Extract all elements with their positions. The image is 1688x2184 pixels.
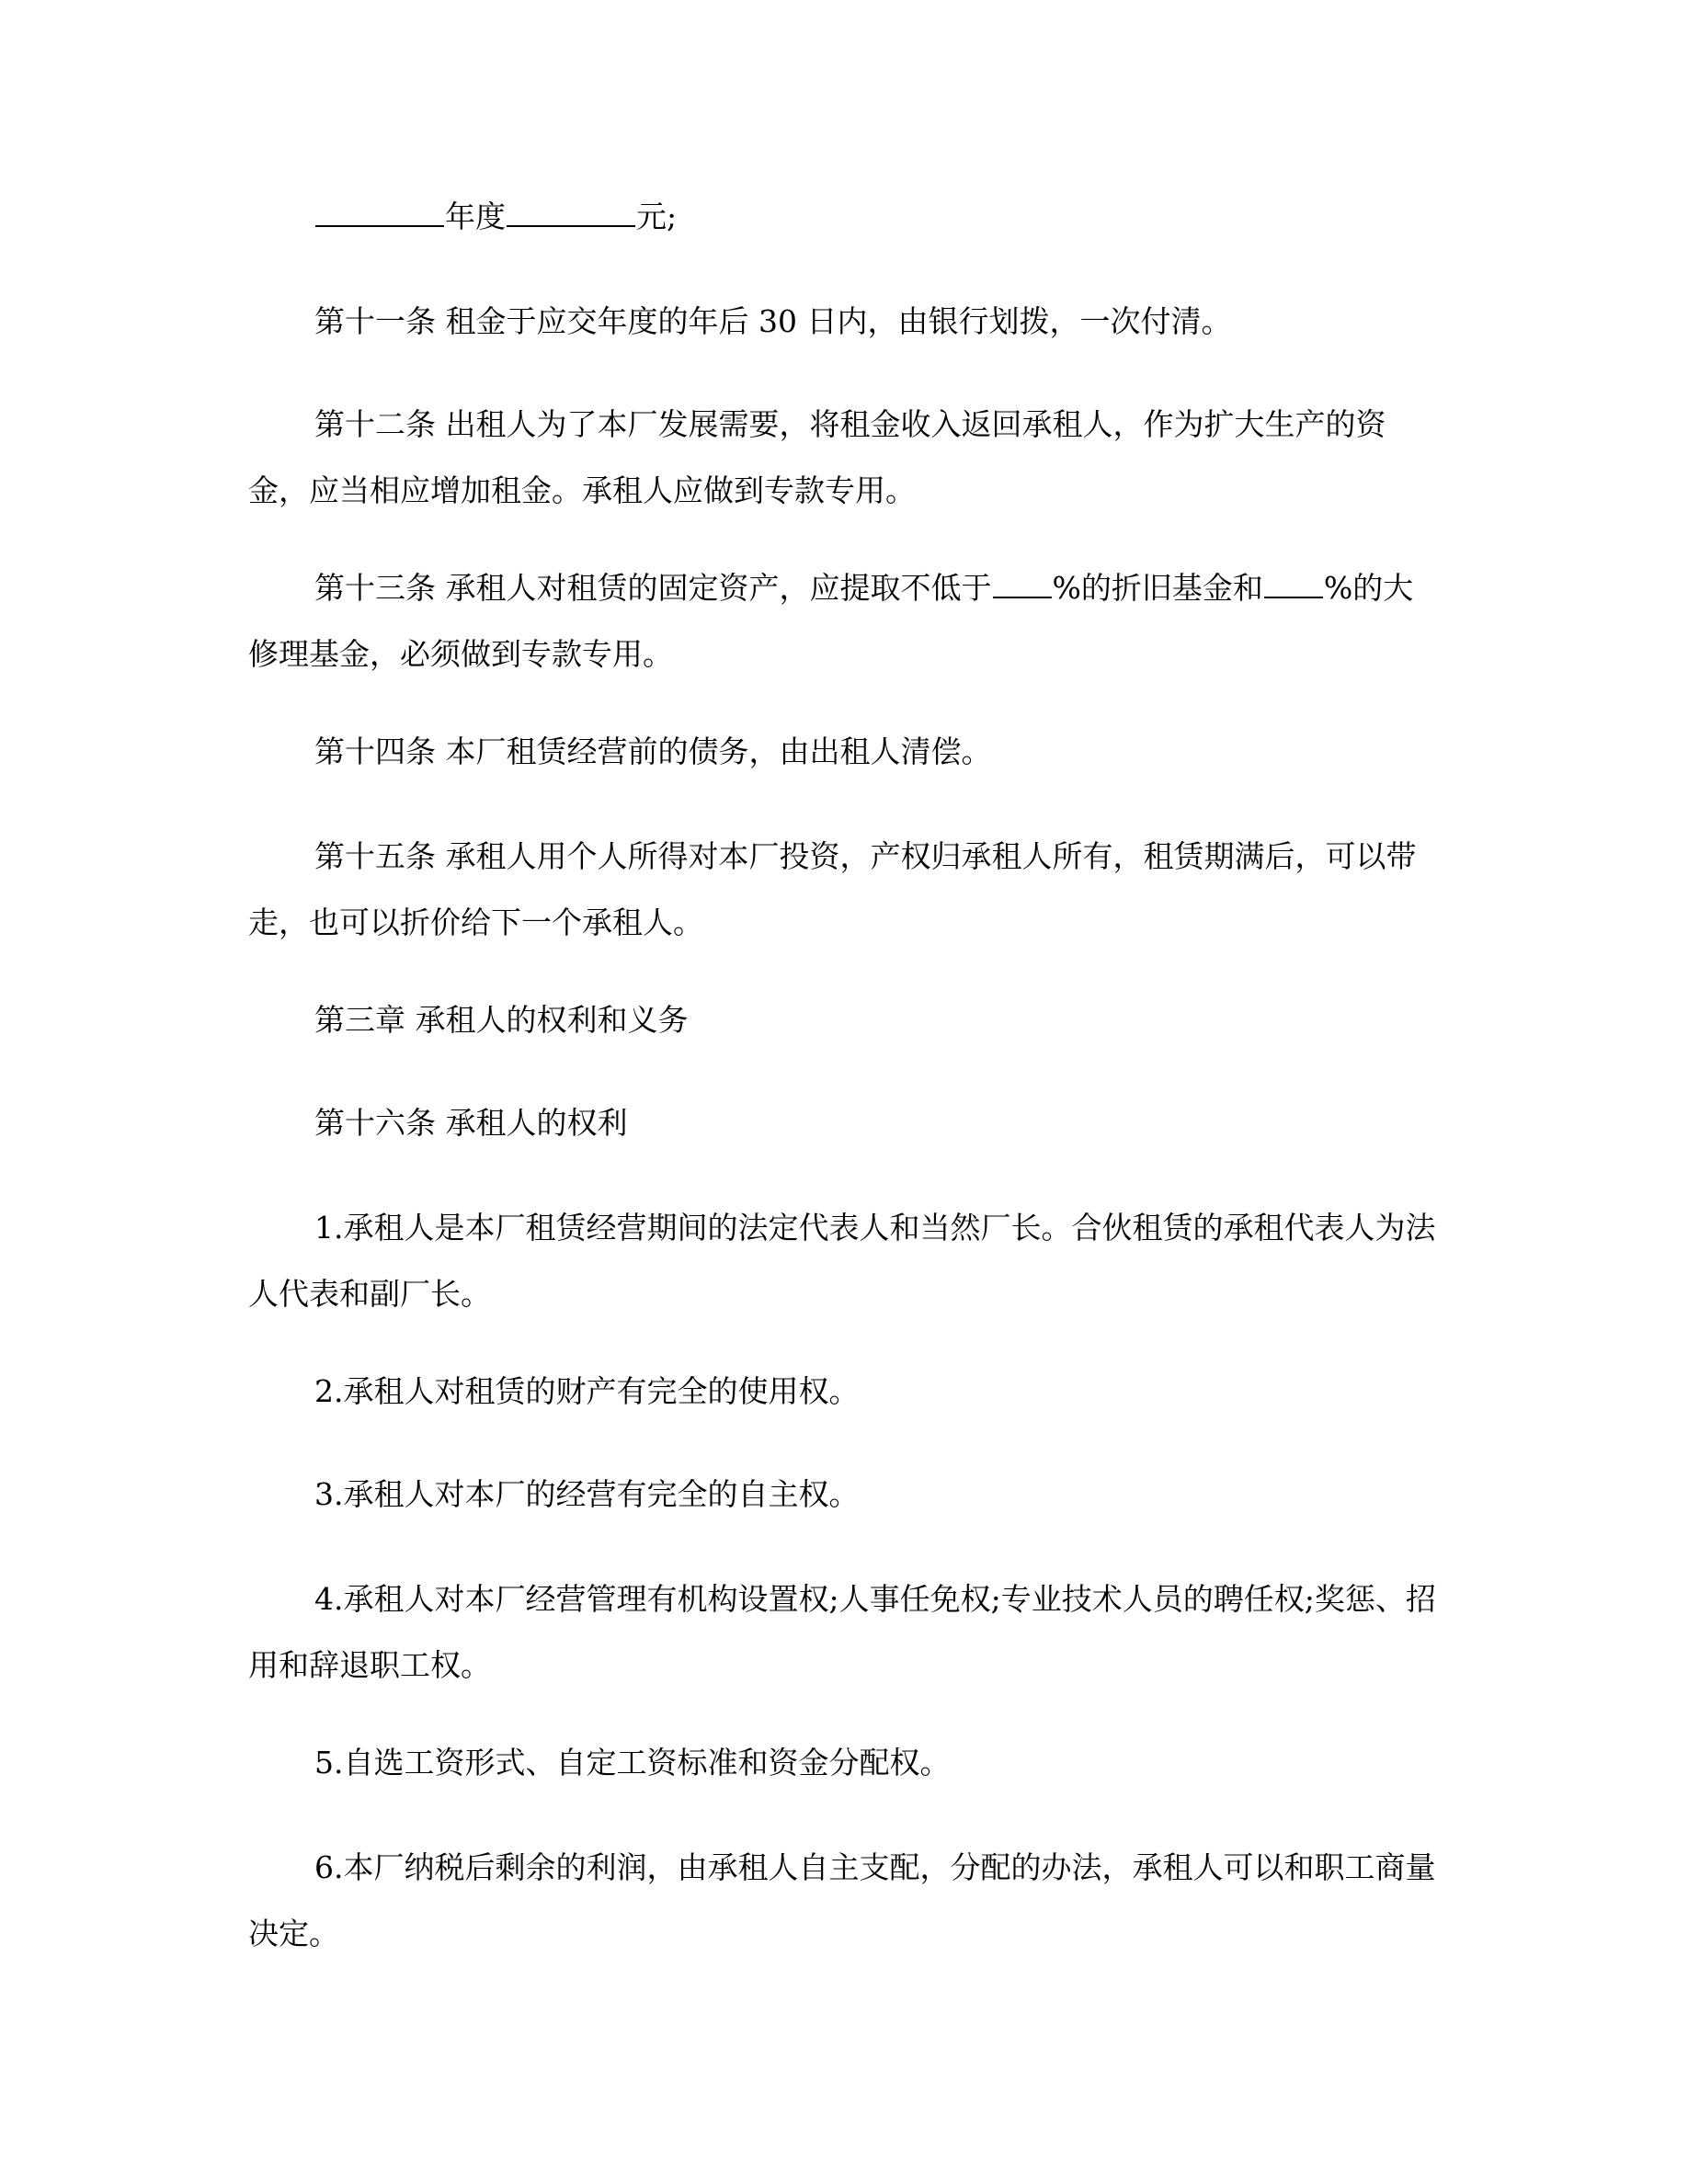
text-run: 第十三条 承租人对租赁的固定资产，应提取不低于 — [314, 570, 992, 606]
text-run: 3.承租人对本厂的经营有完全的自主权。 — [314, 1476, 860, 1512]
text-run: %的折旧基金和 — [1052, 570, 1263, 606]
fill-in-blank — [507, 198, 635, 227]
text-run: 第十四条 本厂租赁经营前的债务，由出租人清偿。 — [314, 734, 992, 769]
paragraph-article-12 — [248, 392, 1440, 524]
text-run: 年度 — [445, 199, 506, 234]
text-run: 2.承租人对租赁的财产有完全的使用权。 — [314, 1373, 860, 1409]
text-run: 元; — [636, 199, 678, 234]
list-item-right-6 — [248, 1835, 1440, 1967]
text-run: 第十二条 出租人为了本厂发展需要，将租金收入返回承租人，作为扩大生产的资金，应当相应增加租金。承租人应做到专款专用。 — [248, 406, 1386, 508]
paragraph-article-15 — [248, 824, 1440, 956]
text-run: 5.自选工资形式、自定工资标准和资金分配权。 — [314, 1745, 951, 1780]
chapter-3-heading — [248, 987, 1440, 1053]
list-item-right-1 — [248, 1195, 1440, 1327]
fill-in-blank — [315, 198, 444, 227]
text-run: 第十六条 承租人的权利 — [314, 1105, 628, 1141]
text-run: %的大修理基金，必须做到专款专用。 — [248, 570, 1414, 672]
text-run: 第十一条 租金于应交年度的年后 30 日内，由银行划拨，一次付清。 — [314, 303, 1232, 339]
text-run: 4.承租人对本厂经营管理有机构设置权;人事任免权;专业技术人员的聘任权;奖惩、招用和辞退职工权。 — [248, 1581, 1436, 1683]
paragraph-article-11 — [248, 289, 1440, 355]
text-run: 1.承租人是本厂租赁经营期间的法定代表人和当然厂长。合伙租赁的承租代表人为法人代表和副厂长。 — [248, 1210, 1436, 1312]
fill-in-blank — [993, 569, 1052, 598]
text-run: 第三章 承租人的权利和义务 — [314, 1002, 689, 1038]
paragraph-article-14 — [248, 719, 1440, 785]
list-item-right-2 — [248, 1359, 1440, 1425]
list-item-right-4 — [248, 1566, 1440, 1699]
paragraph-annual-rent-line — [248, 184, 1440, 250]
text-run: 第十五条 承租人用个人所得对本厂投资，产权归承租人所有，租赁期满后，可以带走，也可以折价给下一个承租人。 — [248, 838, 1417, 940]
list-item-right-3 — [248, 1462, 1440, 1528]
text-run: 6.本厂纳税后剩余的利润，由承租人自主支配，分配的办法，承租人可以和职工商量决定。 — [248, 1849, 1436, 1951]
paragraph-article-16-heading — [248, 1090, 1440, 1156]
paragraph-article-13 — [248, 555, 1440, 688]
list-item-right-5 — [248, 1730, 1440, 1796]
fill-in-blank — [1264, 569, 1323, 598]
